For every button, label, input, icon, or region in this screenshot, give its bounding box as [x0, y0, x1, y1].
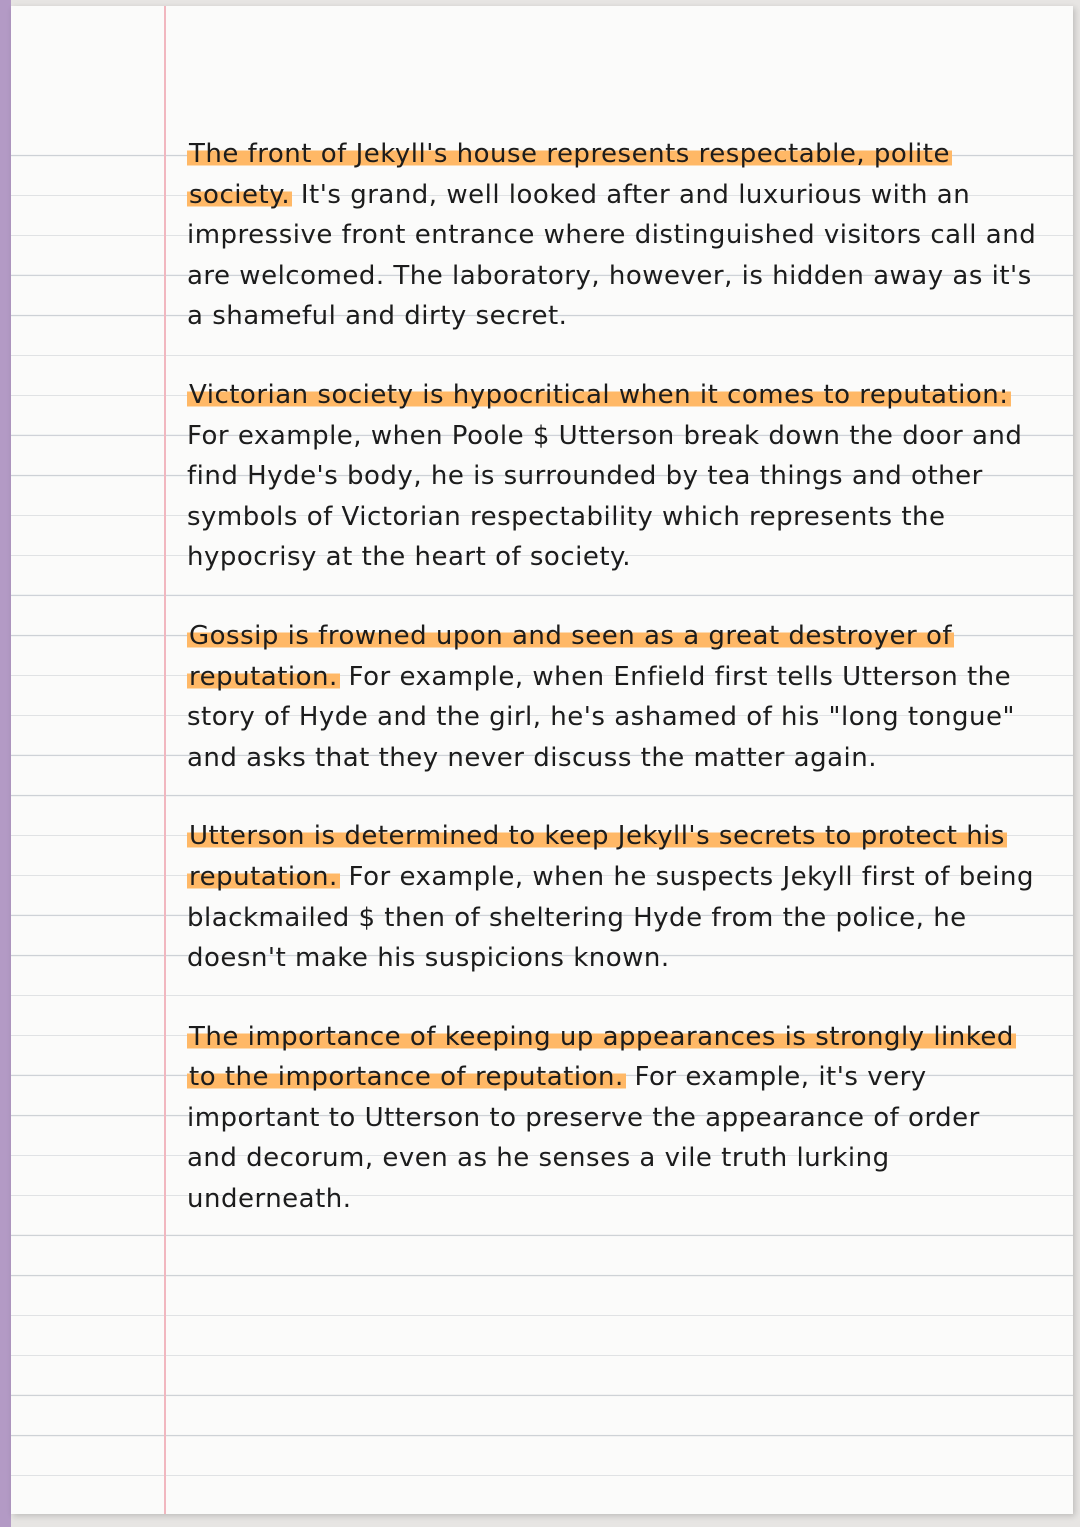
- note-paragraph-secrets: [187, 816, 1037, 978]
- note-paragraph-gossip: [187, 616, 1037, 778]
- highlighted-key-point: The front of Jekyll's house represents respectable, polite society.: [189, 139, 950, 210]
- note-paragraph-hypocrisy: [187, 375, 1037, 578]
- supporting-text: For example, it's very important to Utterson to preserve the appearance of order and decorum, even as he senses a vile truth lurking underneath.: [187, 1062, 980, 1215]
- notebook-page: [11, 6, 1073, 1514]
- highlighted-key-point: Gossip is frowned upon and seen as a great destroyer of reputation.: [189, 620, 953, 692]
- notebook-binding: [0, 0, 11, 1527]
- note-paragraph-appearances: [187, 1017, 1037, 1220]
- supporting-text: It's grand, well looked after and luxurious with an impressive front entrance where distinguished visitors call and are welcomed. The laboratory, however, is hidden away as it's a shameful and dirty secret.: [187, 179, 1037, 332]
- supporting-text: For example, when Enfield first tells Utterson the story of Hyde and the girl, he's ashamed of his "long tongue" and asks that they never discuss the matter again.: [187, 661, 1015, 773]
- supporting-text: For example, when Poole $ Utterson break down the door and find Hyde's body, he is surrounded by tea things and other symbols of Victorian respectability which represents the hypocrisy at the heart of society.: [187, 420, 1023, 573]
- supporting-text: For example, when he suspects Jekyll first of being blackmailed $ then of sheltering Hyde from the police, he doesn't make his suspicions known.: [187, 861, 1034, 974]
- handwritten-notes: [187, 134, 1037, 1220]
- highlighted-key-point: The importance of keeping up appearances is strongly linked to the importance of reputation.: [189, 1021, 1014, 1093]
- highlighted-key-point: Victorian society is hypocritical when it comes to reputation:: [189, 379, 1009, 410]
- margin-rule: [164, 6, 166, 1514]
- note-paragraph-house: [187, 134, 1037, 337]
- highlighted-key-point: Utterson is determined to keep Jekyll's secrets to protect his reputation.: [189, 821, 1005, 892]
